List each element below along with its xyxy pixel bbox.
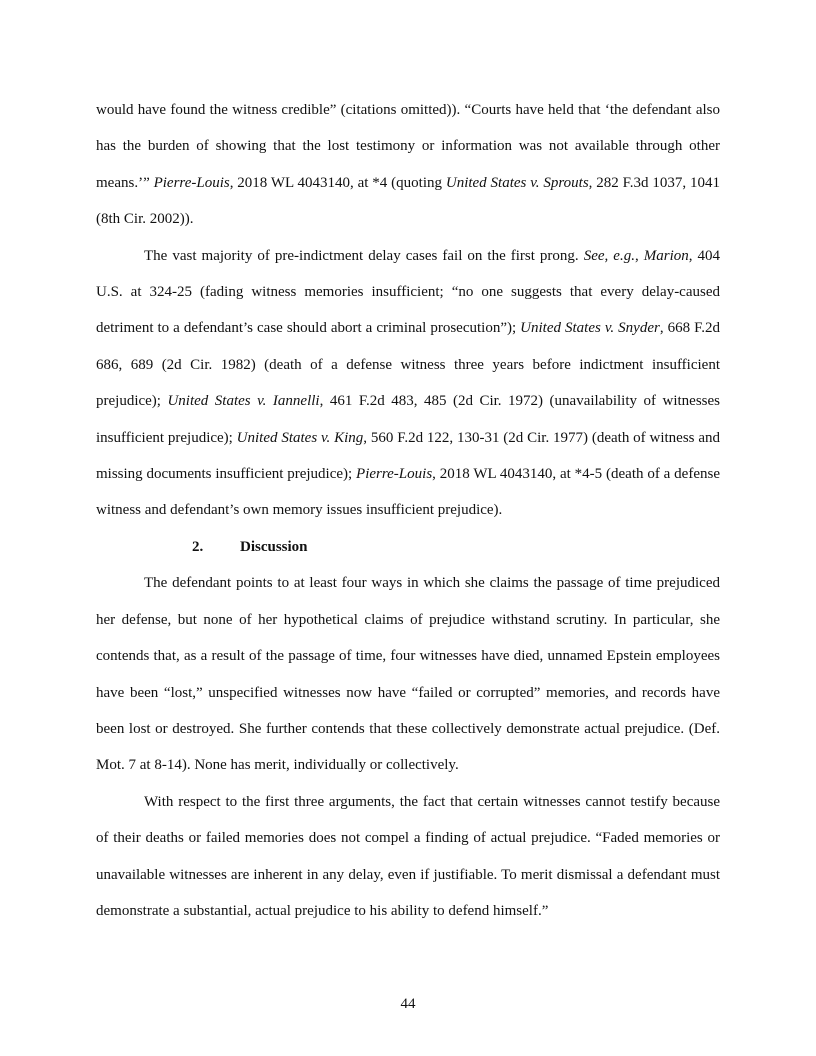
case-citation: Marion (643, 247, 689, 264)
text-run: , 2018 WL 4043140, at *4 (quoting (229, 174, 446, 191)
case-citation: Pierre-Louis (356, 466, 433, 483)
text-run: , 2018 WL 4043140, at *4-5 (death of a defense witness and defendant’s own memory issues insufficient prejudice). (96, 466, 720, 519)
case-citation: United States v. Snyder (520, 320, 660, 337)
text-run: would have found the witness credible” (citations omitted)). “Courts have held that ‘the defendant also has the burden of showing that the lost testimony or information was not available through other means.’” (96, 102, 720, 191)
text-run: , 461 F.2d 483, 485 (2d Cir. 1972) (unavailability of witnesses insufficient prejudice); (96, 393, 721, 446)
paragraph-4: With respect to the first three arguments, the fact that certain witnesses cannot testify because of their deaths or failed memories does not compel a finding of actual prejudice. “Faded memories or unavailable witnesses are inherent in any delay, even if justifiable. To merit dismissal a defendant must demonstrate a substantial, actual prejudice to his ability to defend himself.” (96, 793, 720, 919)
case-citation: United States v. Iannelli (167, 393, 320, 410)
body-text (96, 92, 720, 929)
text-run: , 404 U.S. at 324-25 (fading witness memories insufficient; “no one suggests that every delay-caused detriment to a defendant’s case should abort a criminal prosecution”); (96, 247, 721, 337)
section-number: 2. (192, 538, 204, 555)
text-run: , 282 F.3d 1037, 1041 (8th Cir. 2002)). (96, 174, 720, 228)
signal-word: See, e.g. (583, 247, 635, 264)
text-run: The vast majority of pre-indictment delay cases fail on the first prong. (144, 247, 584, 264)
text-run: , 560 F.2d 122, 130-31 (2d Cir. 1977) (death of witness and missing documents insufficient prejudice); (96, 429, 720, 483)
text-run: , (634, 247, 644, 264)
section-heading (96, 529, 720, 565)
page-number: 44 (400, 996, 416, 1012)
case-citation: Pierre-Louis (153, 174, 230, 191)
section-title: Discussion (240, 538, 308, 555)
case-citation: United States v. Sprouts (445, 174, 589, 191)
paragraph-1 (96, 92, 720, 238)
paragraph-2 (96, 238, 720, 529)
paragraph-3: The defendant points to at least four ways in which she claims the passage of time prejudiced her defense, but none of her hypothetical claims of prejudice withstand scrutiny. In particular, she contends that, as a result of the passage of time, four witnesses have died, unnamed Epstein employees have been “lost,” unspecified witnesses now have “failed or corrupted” memories, and records have been lost or destroyed. She further contends that these collectively demonstrate actual prejudice. (Def. Mot. 7 at 8-14). None has merit, individually or collectively. (96, 575, 720, 774)
case-citation: United States v. King (236, 429, 364, 446)
text-run: , 668 F.2d 686, 689 (2d Cir. 1982) (death of a defense witness three years before indictment insufficient prejudice); (96, 320, 720, 410)
